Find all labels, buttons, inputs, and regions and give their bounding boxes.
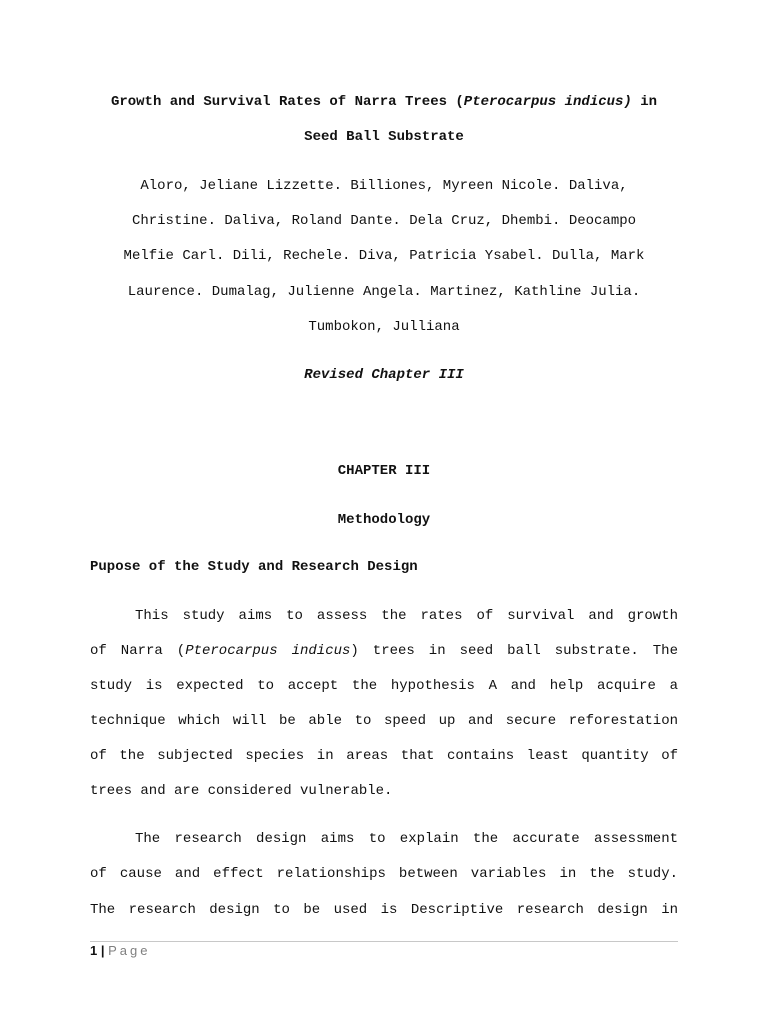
paragraph-1-line: technique which will be able to speed up and secure reforestation xyxy=(90,713,678,729)
page-separator: | xyxy=(97,943,109,958)
paragraph-2-line: of cause and effect relationships between variables in the study. xyxy=(90,866,678,882)
paragraph-1-line: study is expected to accept the hypothesis A and help acquire a xyxy=(90,678,678,694)
document-title-line-2: Seed Ball Substrate xyxy=(304,129,464,145)
paragraph-2-line: The research design aims to explain the accurate assessment xyxy=(135,831,678,847)
paragraph-1-line: trees and are considered vulnerable. xyxy=(90,783,393,799)
paragraph-1-line: of the subjected species in areas that contains least quantity of xyxy=(90,748,678,764)
species-name: Pterocarpus indicus xyxy=(185,643,351,659)
title-species: Pterocarpus indicus) xyxy=(463,94,632,110)
authors-line: Laurence. Dumalag, Julienne Angela. Martinez, Kathline Julia. xyxy=(127,284,641,300)
document-title-line-1 xyxy=(90,93,678,111)
authors-line: Aloro, Jeliane Lizzette. Billiones, Myreen Nicole. Daliva, xyxy=(140,178,628,194)
section-heading: Methodology xyxy=(337,512,431,528)
page-number: 1 xyxy=(90,943,98,958)
title-text-end: in xyxy=(631,94,658,110)
authors-line: Christine. Daliva, Roland Dante. Dela Cruz, Dhembi. Deocampo xyxy=(131,213,637,229)
paragraph-text: ) trees in seed ball substrate. The xyxy=(350,643,678,659)
footer-divider xyxy=(90,941,678,942)
paragraph-1-line xyxy=(90,642,678,660)
authors-line: Tumbokon, Julliana xyxy=(308,319,460,335)
subsection-heading: Pupose of the Study and Research Design xyxy=(90,559,418,575)
page-footer xyxy=(90,943,150,959)
paragraph-2-line: The research design to be used is Descriptive research design in xyxy=(90,902,678,918)
chapter-heading: CHAPTER III xyxy=(337,463,431,479)
authors-line: Melfie Carl. Dili, Rechele. Diva, Patricia Ysabel. Dulla, Mark xyxy=(123,248,645,264)
title-text: Growth and Survival Rates of Narra Trees ( xyxy=(110,94,464,110)
paragraph-1-line: This study aims to assess the rates of survival and growth xyxy=(135,608,678,624)
page-word: Page xyxy=(108,943,151,958)
paragraph-text: of Narra ( xyxy=(90,643,186,659)
revised-label: Revised Chapter III xyxy=(304,367,464,383)
